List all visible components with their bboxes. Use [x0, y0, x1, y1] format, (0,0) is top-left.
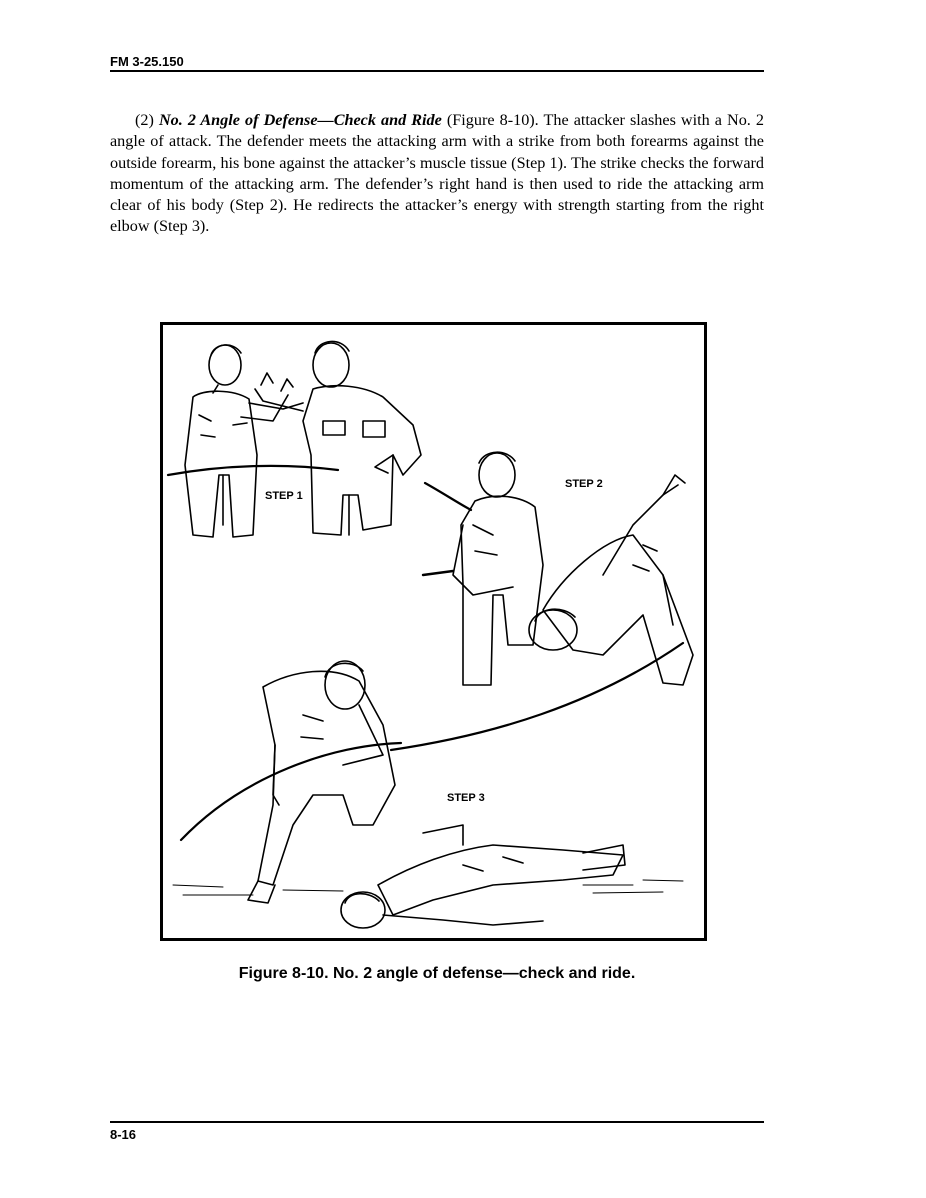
ground-shading [173, 880, 683, 895]
step2-step3-connector [391, 643, 683, 750]
step3-attacker-figure [341, 825, 625, 928]
step1-attacker-figure [255, 341, 421, 535]
body-paragraph [110, 110, 764, 238]
page-number: 8-16 [110, 1127, 137, 1142]
manual-id: FM 3-25.150 [110, 54, 184, 69]
step1-defender-figure [185, 345, 303, 537]
step1-step2-connector [425, 483, 471, 510]
footer-rule [110, 1121, 764, 1123]
step1-sweep-line [168, 466, 338, 475]
figure-frame [160, 322, 707, 941]
para-number: (2) [135, 111, 154, 129]
figure-illustration [163, 325, 704, 938]
step2-defender-figure [423, 452, 543, 685]
para-text: (Figure 8-10). The attacker slashes with a No. 2 angle of attack. The defender meets the attacking arm with a strike from both forearms against the outside forearm, his bone against the attacker’s muscle tissue (Step 1). The strike checks the forward momentum of the attacking arm. The defender’s right hand is then used to ride the attacking arm clear of his body (Step 2). He redirects the attacker’s energy with strength starting from the right elbow (Step 3). [110, 111, 764, 236]
step3-defender-figure [248, 661, 395, 903]
figure-caption: Figure 8-10. No. 2 angle of defense—check and ride. [238, 965, 636, 982]
step1-label: STEP 1 [265, 490, 303, 502]
header-rule [110, 70, 764, 72]
step2-label: STEP 2 [565, 478, 603, 490]
para-title: No. 2 Angle of Defense—Check and Ride [158, 111, 442, 129]
step3-label: STEP 3 [447, 792, 485, 804]
